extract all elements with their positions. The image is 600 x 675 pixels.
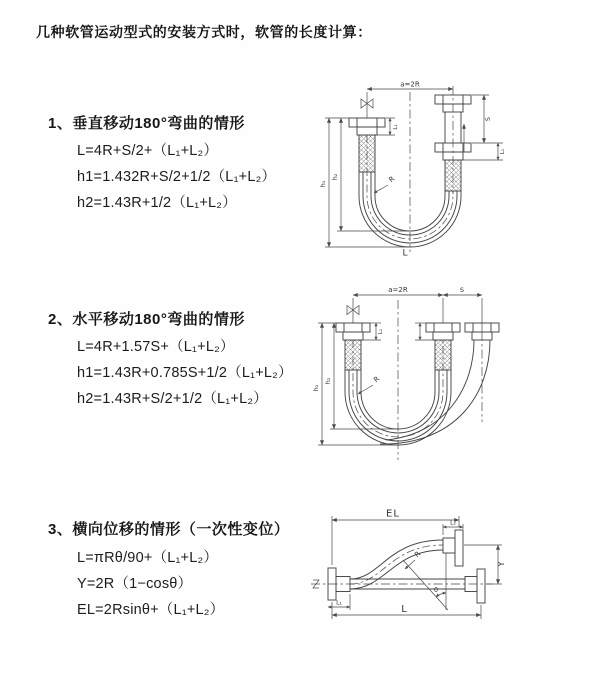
dim-label-el: EL [386, 508, 400, 520]
braid-section [445, 160, 461, 191]
dim-label-s: S [459, 286, 465, 294]
hose-body-2 [336, 323, 499, 445]
dim-label-l1: L₁ [378, 328, 384, 335]
dim-label-l2: L₂ [450, 519, 456, 527]
diagram-lateral-displacement [303, 503, 600, 655]
section-1-formula-h2: h2=1.43R+1/2（L₁+L₂） [77, 195, 237, 211]
dimension-labels-3 [336, 509, 506, 616]
dim-label-theta: θ [434, 586, 438, 594]
displaced-hose [386, 340, 474, 440]
section-1-formula-h1: h1=1.432R+S/2+1/2（L₁+L₂） [77, 169, 277, 185]
section-3-formula-l: L=πRθ/90+（L₁+L₂） [77, 550, 219, 566]
section-2-formula-h1: h1=1.43R+0.785S+1/2（L₁+L₂） [77, 365, 293, 381]
dim-label-h2: h₂ [324, 377, 332, 385]
dim-label-l-bottom: L [402, 248, 408, 259]
section-2-formula-h2: h2=1.43R+S/2+1/2（L₁+L₂） [77, 391, 268, 407]
dim-label-a2r: a=2R [400, 80, 420, 89]
diagram-horizontal-180 [310, 282, 560, 467]
section-3-formula-y: Y=2R（1−cosθ） [77, 576, 193, 592]
dim-label-y: Y [497, 561, 506, 567]
dim-label-l1: L₁ [336, 599, 342, 607]
dim-label-h2: h₂ [331, 173, 339, 181]
dim-label-l1: L₁ [393, 124, 399, 130]
dim-label-a2r: a=2R [388, 286, 408, 294]
dim-label-s: S [484, 116, 492, 122]
dim-label-r: R [413, 549, 423, 560]
page-title: 几种软管运动型式的安装方式时，软管的长度计算： [36, 24, 372, 40]
hose-body-3 [328, 530, 485, 603]
section-2-heading: 2、水平移动180°弯曲的情形 [48, 311, 245, 328]
section-3-formula-el: EL=2Rsinθ+（L₁+L₂） [77, 602, 225, 618]
dim-label-h1: h₁ [312, 384, 320, 392]
dim-label-r: R [372, 374, 382, 385]
dim-label-h1: h₁ [319, 180, 327, 188]
section-1-formula-l: L=4R+S/2+（L₁+L₂） [77, 143, 219, 159]
dim-label-l1-right: L₁ [500, 148, 506, 155]
dimension-labels-2 [312, 286, 464, 391]
dim-label-r: R [387, 174, 397, 185]
dimension-labels-1 [319, 81, 506, 259]
diagram-vertical-180 [312, 78, 532, 258]
section-1-heading: 1、垂直移动180°弯曲的情形 [48, 115, 245, 132]
section-2-formula-l: L=4R+1.57S+（L₁+L₂） [77, 339, 235, 355]
dim-label-l: L [401, 604, 407, 615]
section-3-heading: 3、横向位移的情形（一次性变位） [48, 521, 290, 538]
dimension-lines-2 [318, 295, 482, 460]
dimension-lines-1 [325, 86, 503, 252]
